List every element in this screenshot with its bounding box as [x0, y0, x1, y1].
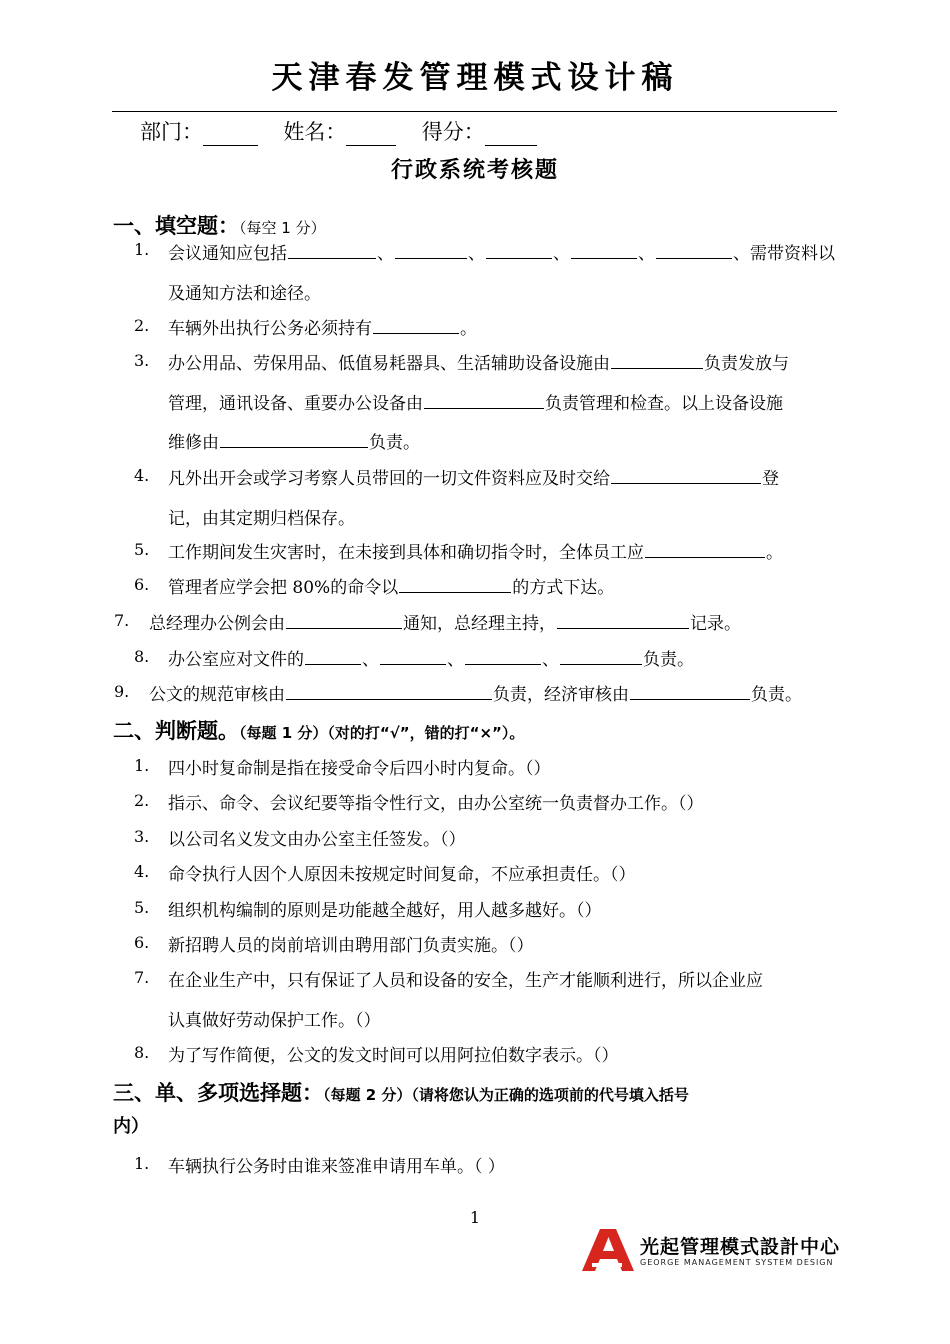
blank[interactable]: [305, 648, 361, 665]
blank[interactable]: [465, 648, 541, 665]
blank[interactable]: [373, 317, 459, 334]
fill-item-7-number: 7.: [114, 611, 130, 630]
section-choice-heading-cont: 内）: [113, 1116, 149, 1137]
blank[interactable]: [630, 683, 750, 700]
fill-item-3-line-2: 管理，通讯设备、重要办公设备由 负责管理和检查。以上设备设施: [168, 394, 783, 414]
blank[interactable]: [611, 467, 761, 484]
tf-item-4: 命令执行人因个人原因未按规定时间复命，不应承担责任。（）: [168, 865, 636, 885]
tf-item-8-number: 8.: [134, 1043, 150, 1062]
tf-item-1-number: 1.: [134, 756, 150, 775]
fill-item-1: 1.: [134, 240, 150, 259]
fill-item-8-number: 8.: [134, 647, 150, 666]
fill-item-2-number: 2.: [134, 316, 150, 335]
choice-item-1: 车辆执行公务时由谁来签准申请用车单。（ ）: [168, 1157, 505, 1177]
score-field[interactable]: [485, 125, 537, 146]
section-fill-in-heading: 一、填空题：（每空 1 分）: [113, 214, 326, 238]
section-choice-heading: 三、单、多项选择题：（每题 2 分）（请将您认为正确的选项前的代号填入括号: [113, 1081, 689, 1105]
fill-item-4-line-2: 记，由其定期归档保存。: [168, 509, 355, 529]
fill-item-6: 管理者应学会把 80%的命令以 的方式下达。: [168, 578, 615, 598]
tf-item-2-number: 2.: [134, 791, 150, 810]
fill-item-7: 总经理办公例会由 通知，总经理主持， 记录。: [149, 614, 741, 634]
fill-item-3-number: 3.: [134, 351, 150, 370]
score-label: 得分：: [421, 120, 485, 144]
blank[interactable]: [286, 612, 402, 629]
title-divider: [112, 111, 837, 112]
fill-item-4-number: 4.: [134, 466, 150, 485]
blank[interactable]: [486, 242, 552, 259]
tf-item-7-number: 7.: [134, 968, 150, 987]
tf-item-6: 新招聘人员的岗前培训由聘用部门负责实施。（）: [168, 936, 534, 956]
fill-item-1-line-1: 会议通知应包括 、 、 、 、 、需带资料以: [168, 244, 835, 264]
fill-item-9-number: 9.: [114, 682, 130, 701]
blank[interactable]: [611, 352, 703, 369]
blank[interactable]: [557, 612, 689, 629]
name-field[interactable]: [346, 125, 396, 146]
choice-item-1-number: 1.: [134, 1154, 150, 1173]
document-title: 天津春发管理模式设计稿: [271, 60, 679, 96]
fill-item-1-line-2: 及通知方法和途径。: [168, 284, 321, 304]
fill-item-6-number: 6.: [134, 575, 150, 594]
dept-label: 部门：: [140, 120, 203, 144]
dept-field[interactable]: [203, 125, 258, 146]
name-label: 姓名：: [283, 120, 347, 144]
logo-subtitle: GEORGE MANAGEMENT SYSTEM DESIGN: [640, 1258, 834, 1267]
page-number: 1: [469, 1208, 481, 1227]
tf-item-6-number: 6.: [134, 933, 150, 952]
blank[interactable]: [380, 648, 446, 665]
blank[interactable]: [288, 242, 376, 259]
logo-name: 光起管理模式設計中心: [640, 1236, 841, 1258]
fill-item-3-line-3: 维修由 负责。: [168, 433, 420, 453]
fill-item-8: 办公室应对文件的 、 、 、 负责。: [168, 650, 694, 670]
blank[interactable]: [286, 683, 492, 700]
blank[interactable]: [220, 431, 368, 448]
fill-item-4-line-1: 凡外出开会或学习考察人员带回的一切文件资料应及时交给 登: [168, 469, 779, 489]
tf-item-4-number: 4.: [134, 862, 150, 881]
fill-item-2: 车辆外出执行公务必须持有 。: [168, 319, 477, 339]
blank[interactable]: [645, 541, 765, 558]
exam-info-line: [140, 116, 537, 146]
blank[interactable]: [560, 648, 642, 665]
blank[interactable]: [571, 242, 637, 259]
section-true-false-heading: 二、判断题。（每题 1 分）（对的打“√”，错的打“×”）。: [113, 719, 525, 743]
blank[interactable]: [424, 392, 544, 409]
blank[interactable]: [399, 576, 511, 593]
fill-item-9: 公文的规范审核由 负责，经济审核由 负责。: [149, 685, 802, 705]
exam-subtitle: 行政系统考核题: [390, 158, 559, 183]
tf-item-5: 组织机构编制的原则是功能越全越好，用人越多越好。（）: [168, 901, 602, 921]
fill-item-3-line-1: 办公用品、劳保用品、低值易耗器具、生活辅助设备设施由 负责发放与: [168, 354, 789, 374]
tf-item-1: 四小时复命制是指在接受命令后四小时内复命。（）: [168, 759, 551, 779]
logo-icon: [580, 1228, 636, 1276]
blank[interactable]: [656, 242, 732, 259]
tf-item-7-line-2: 认真做好劳动保护工作。（）: [168, 1011, 381, 1031]
fill-item-5: 工作期间发生灾害时，在未接到具体和确切指令时，全体员工应 。: [168, 543, 783, 563]
blank[interactable]: [395, 242, 467, 259]
tf-item-7-line-1: 在企业生产中，只有保证了人员和设备的安全，生产才能顺利进行，所以企业应: [168, 971, 763, 991]
fill-item-5-number: 5.: [134, 540, 150, 559]
tf-item-3: 以公司名义发文由办公室主任签发。（）: [168, 830, 466, 850]
tf-item-8: 为了写作简便，公文的发文时间可以用阿拉伯数字表示。（）: [168, 1046, 619, 1066]
tf-item-5-number: 5.: [134, 898, 150, 917]
tf-item-2: 指示、命令、会议纪要等指令性行文，由办公室统一负责督办工作。（）: [168, 794, 704, 814]
tf-item-3-number: 3.: [134, 827, 150, 846]
